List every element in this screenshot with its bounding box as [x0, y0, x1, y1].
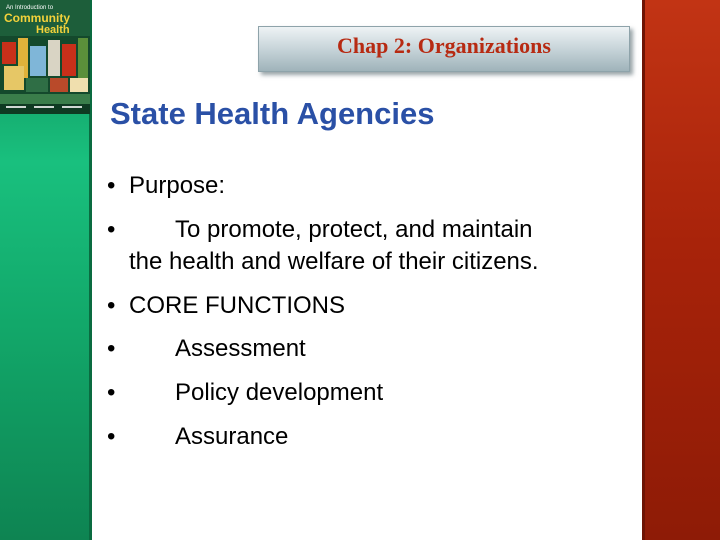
- cover-title-line1: Community: [4, 11, 70, 25]
- bullet-marker: •: [107, 423, 116, 450]
- bullet-core-functions: CORE FUNCTIONS: [129, 292, 345, 319]
- chapter-banner: [258, 26, 630, 72]
- cover-title-line2: Health: [36, 24, 70, 36]
- chapter-banner-text: Chap 2: Organizations: [337, 33, 551, 58]
- bullet-purpose: Purpose:: [129, 172, 226, 199]
- bullet-marker: •: [107, 292, 116, 319]
- right-decorative-band: [642, 0, 720, 540]
- slide-title: State Health Agencies: [110, 96, 435, 131]
- book-cover-logo: [0, 0, 90, 114]
- bullet-marker: •: [107, 379, 116, 406]
- bullet-purpose-detail: To promote, protect, and maintain: [175, 216, 533, 243]
- bullet-assurance: Assurance: [175, 423, 289, 450]
- bullet-marker: •: [107, 172, 116, 199]
- bullet-policy-development: Policy development: [175, 379, 384, 406]
- cover-top-line: An Introduction to: [6, 5, 54, 11]
- bullet-assessment: Assessment: [175, 335, 306, 362]
- bullet-marker: •: [107, 335, 116, 362]
- bullet-marker: •: [107, 216, 116, 243]
- bullet-purpose-detail-continued: the health and welfare of their citizens.: [129, 248, 539, 275]
